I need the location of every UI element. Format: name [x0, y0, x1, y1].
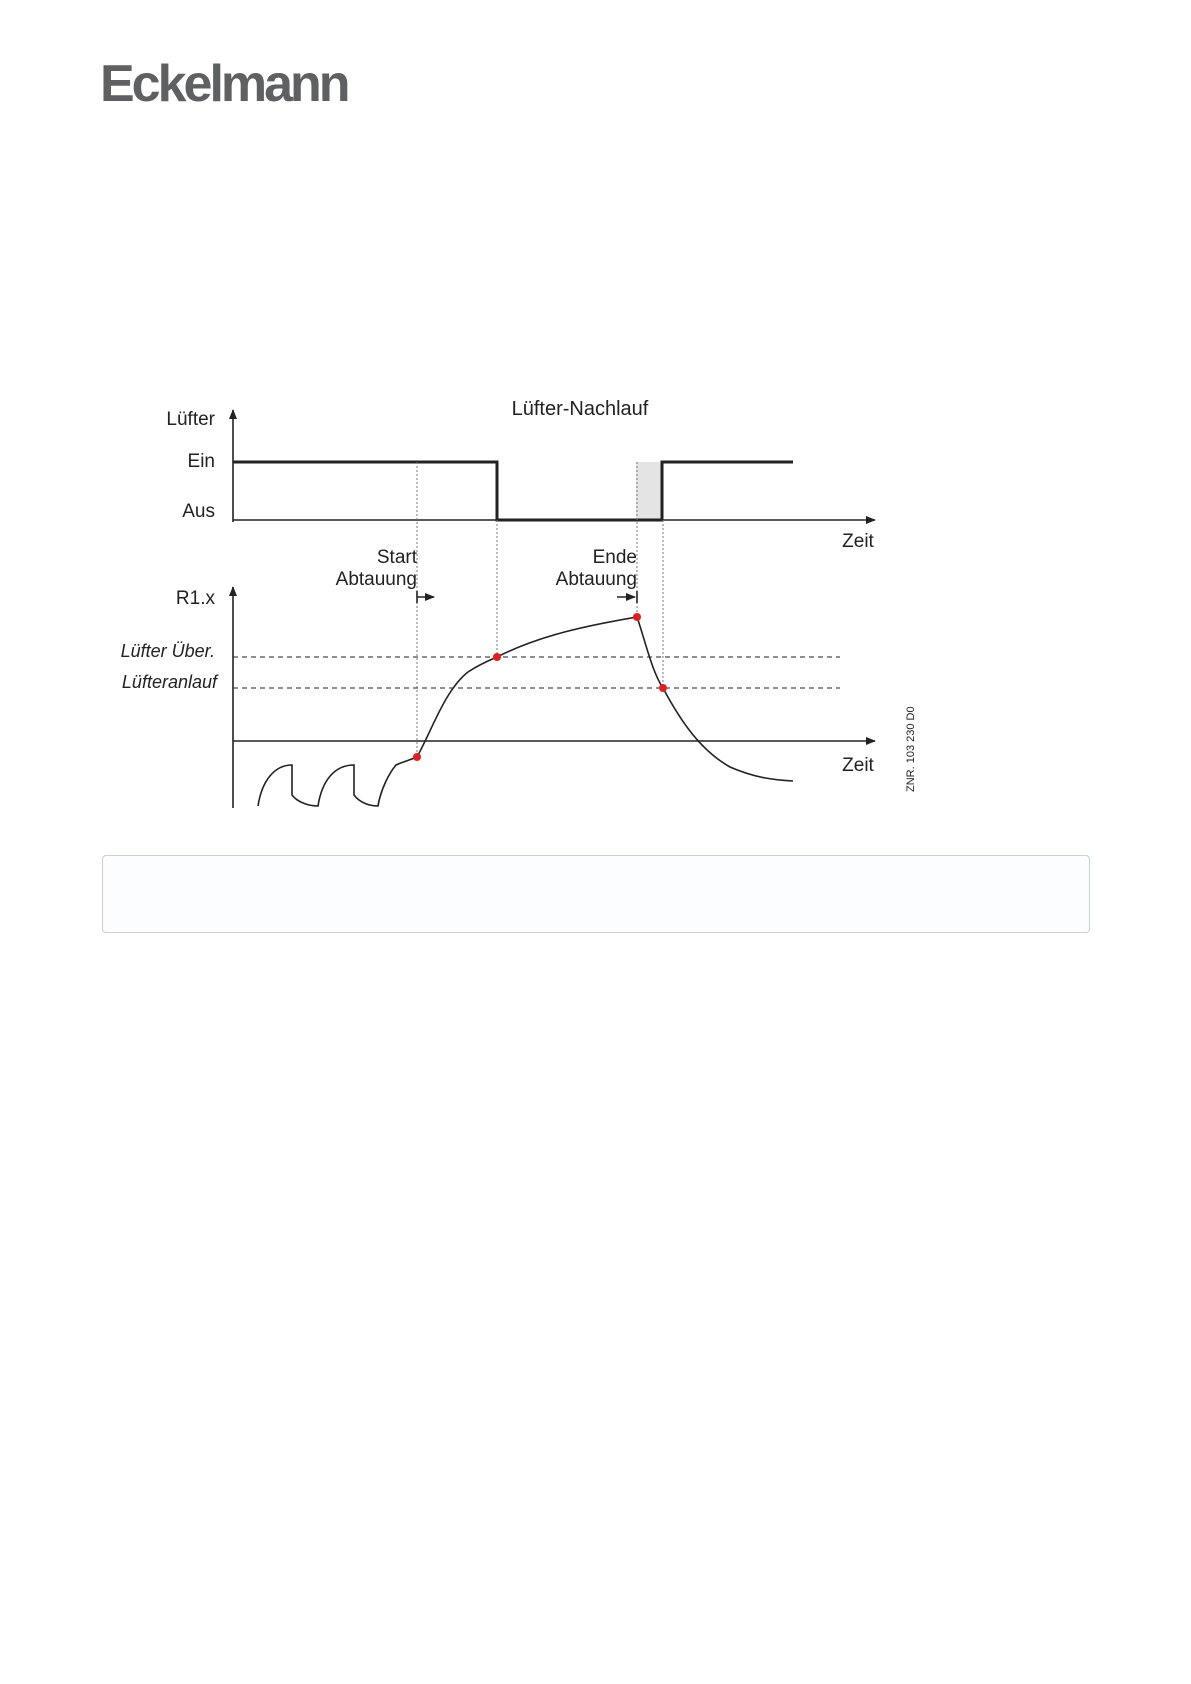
- start-label-line2: Abtauung: [335, 569, 417, 590]
- end-label-line1: Ende: [592, 547, 637, 568]
- top-axis-label: Lüfter: [166, 409, 215, 430]
- start-defrost-point: [413, 753, 421, 761]
- top-time-label: Zeit: [842, 531, 874, 552]
- end-defrost-point: [633, 613, 641, 621]
- fan-start-point: [659, 684, 667, 692]
- level-off-label: Aus: [182, 501, 215, 522]
- overrun-shade: [636, 462, 663, 520]
- fan-state-signal: [233, 462, 793, 520]
- threshold-lower-label: Lüfteranlauf: [121, 672, 217, 692]
- start-marker-icon: [417, 591, 434, 603]
- level-on-label: Ein: [187, 451, 215, 472]
- cooling-cycles-curve: [258, 757, 417, 806]
- diagram-title: Lüfter-Nachlauf: [511, 398, 649, 420]
- cooldown-curve: [637, 617, 793, 781]
- drawing-number: ZNR. 103 230 D0: [905, 706, 917, 792]
- note-box: [102, 855, 1090, 933]
- fan-off-point: [493, 653, 501, 661]
- eckelmann-logo: Eckelmann: [100, 55, 348, 113]
- bottom-axis-label: R1.x: [175, 588, 215, 609]
- start-label-line1: Start: [376, 547, 417, 568]
- bottom-time-label: Zeit: [842, 755, 874, 776]
- end-marker-icon: [617, 591, 637, 603]
- defrost-rise-curve: [417, 617, 637, 757]
- end-label-line2: Abtauung: [555, 569, 637, 590]
- threshold-upper-label: Lüfter Über.: [120, 641, 215, 661]
